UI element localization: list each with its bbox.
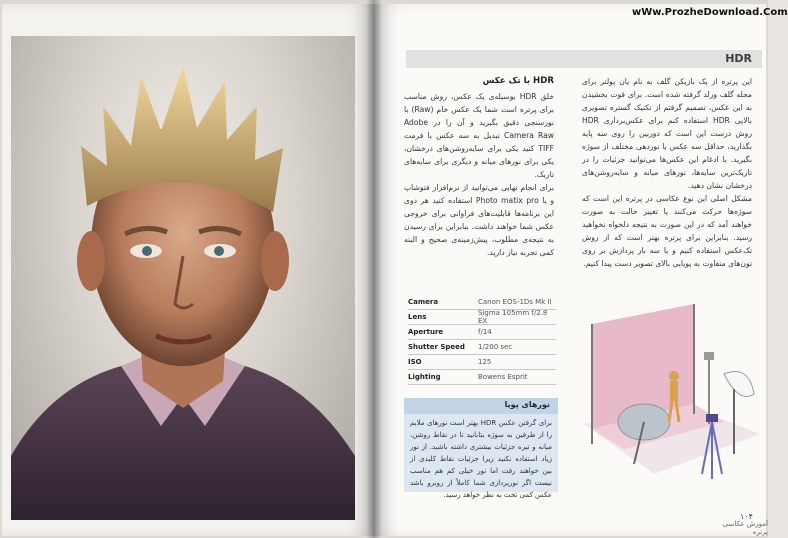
left-text-column xyxy=(404,75,554,259)
studio-lighting-illustration xyxy=(574,304,760,496)
paragraph: این پرتره از یک بازیکن گلف به نام یان پولتر برای مجله گلف ورلد گرفته شده است. برای قوت بخشیدن به این عکس، تصمیم گرفتم از تکنیک گستره تصویری بالایی HDR استفاده کنم برای عکس‌برداری HDR روش درست این است که دوربین را روی سه پایه بگذارید، حداقل سه عکس با نوردهی مختلف از سوژه بگیرید. با ادغام این عکس‌ها می‌توانید جزئیات را در تاریک‌ترین سایه‌ها، نورهای میانه و سایه‌روشن‌های درخشان نشان دهید. xyxy=(582,77,752,190)
spec-label: Aperture xyxy=(408,328,444,336)
spec-value: Bowens Esprit xyxy=(478,373,528,381)
spec-row xyxy=(408,295,556,310)
tip-box xyxy=(404,398,558,499)
page-number: ۱۰۴ xyxy=(740,512,753,521)
watermark-text[interactable]: wWw.ProzheDownload.Com xyxy=(632,7,788,18)
paragraph: مشکل اصلی این نوع عکاسی در پرتره این است که سوژه‌ها حرکت می‌کنند یا تغییر حالت به صورت خواهند آمد که در این صورت به نتیجه دلخواه نخواهید رسید. بنابراین برای پرتره بهتر است که از روش تک‌عکس استفاده کنیم و با سه بار پردازش بر روی تون‌های متفاوت به پویایی بالای تصویر دست پیدا کنیم. xyxy=(582,194,752,268)
spec-label: Lens xyxy=(408,313,427,321)
camera-specs-table xyxy=(408,295,556,385)
spec-row xyxy=(408,310,556,325)
section-header-title: HDR xyxy=(725,52,752,65)
tip-body: برای گرفتن عکس HDR بهتر است نورهای ملایم را از طرفین به سوژه بتابانید تا در نقاط روشن، میانه و تیره جزئیات بیشتری داشته باشید. از نور زیاد استفاده نکنید زیرا جزئیات نقاط کلیدی از بین خواهند رفت اما نور خیلی کم هم مناسب نیست اگر نورپردازی شما کاملاً از روبرو باشد عکس کمی تخت به نظر خواهد رسید. xyxy=(410,419,553,499)
portrait-photo xyxy=(11,36,355,520)
spec-value: Sigma 105mm f/2.8 EX xyxy=(478,309,548,325)
spec-row xyxy=(408,325,556,340)
studio-illustration-svg xyxy=(574,304,760,496)
spec-label: ISO xyxy=(408,358,422,366)
portrait-illustration xyxy=(11,36,355,520)
spec-row xyxy=(408,340,556,355)
spec-label: Lighting xyxy=(408,373,441,381)
footer-title: آموزش عکاسی پرتره xyxy=(722,520,768,536)
spec-value: f/14 xyxy=(478,328,492,336)
spec-label: Camera xyxy=(408,298,439,306)
spec-value: 1/200 sec xyxy=(478,343,513,351)
book-gutter xyxy=(366,0,382,538)
right-text-column xyxy=(582,75,752,270)
paragraph: برای انجام نهایی می‌توانید از نرم‌افزار فتوشاپ و یا Photo matix pro استفاده کنید هر دوی این برنامه‌ها قابلیت‌های فراوانی برای خروجی عکس شما خواهند داشت. بنابراین برای رسیدن به نتیجه‌ی مطلوب، پیش‌زمینه‌ی صحیح و البته کمی تجربه نیاز دارید. xyxy=(404,183,554,257)
column-heading: HDR با تک عکس xyxy=(482,76,554,86)
spec-row xyxy=(408,370,556,385)
spec-label: Shutter Speed xyxy=(408,343,465,351)
spec-row xyxy=(408,355,556,370)
section-header-band xyxy=(406,50,762,68)
spec-value: 125 xyxy=(478,358,492,366)
paragraph: خلق HDR بوسیله‌ی یک عکس، روش مناسب برای پرتره است شما یک عکس خام (Raw) با نورسنجی دقیق بگیرید و آن را در Adobe Camera Raw تبدیل به سه عکس با فرمت TIFF کنید یکی برای سایه‌روشن‌های درخشان، یکی برای نورهای میانه و دیگری برای سایه‌های تاریک. xyxy=(404,92,554,179)
tip-title: نورهای پویا xyxy=(404,398,558,414)
spec-value: Canon EOS-1Ds Mk II xyxy=(478,298,552,306)
